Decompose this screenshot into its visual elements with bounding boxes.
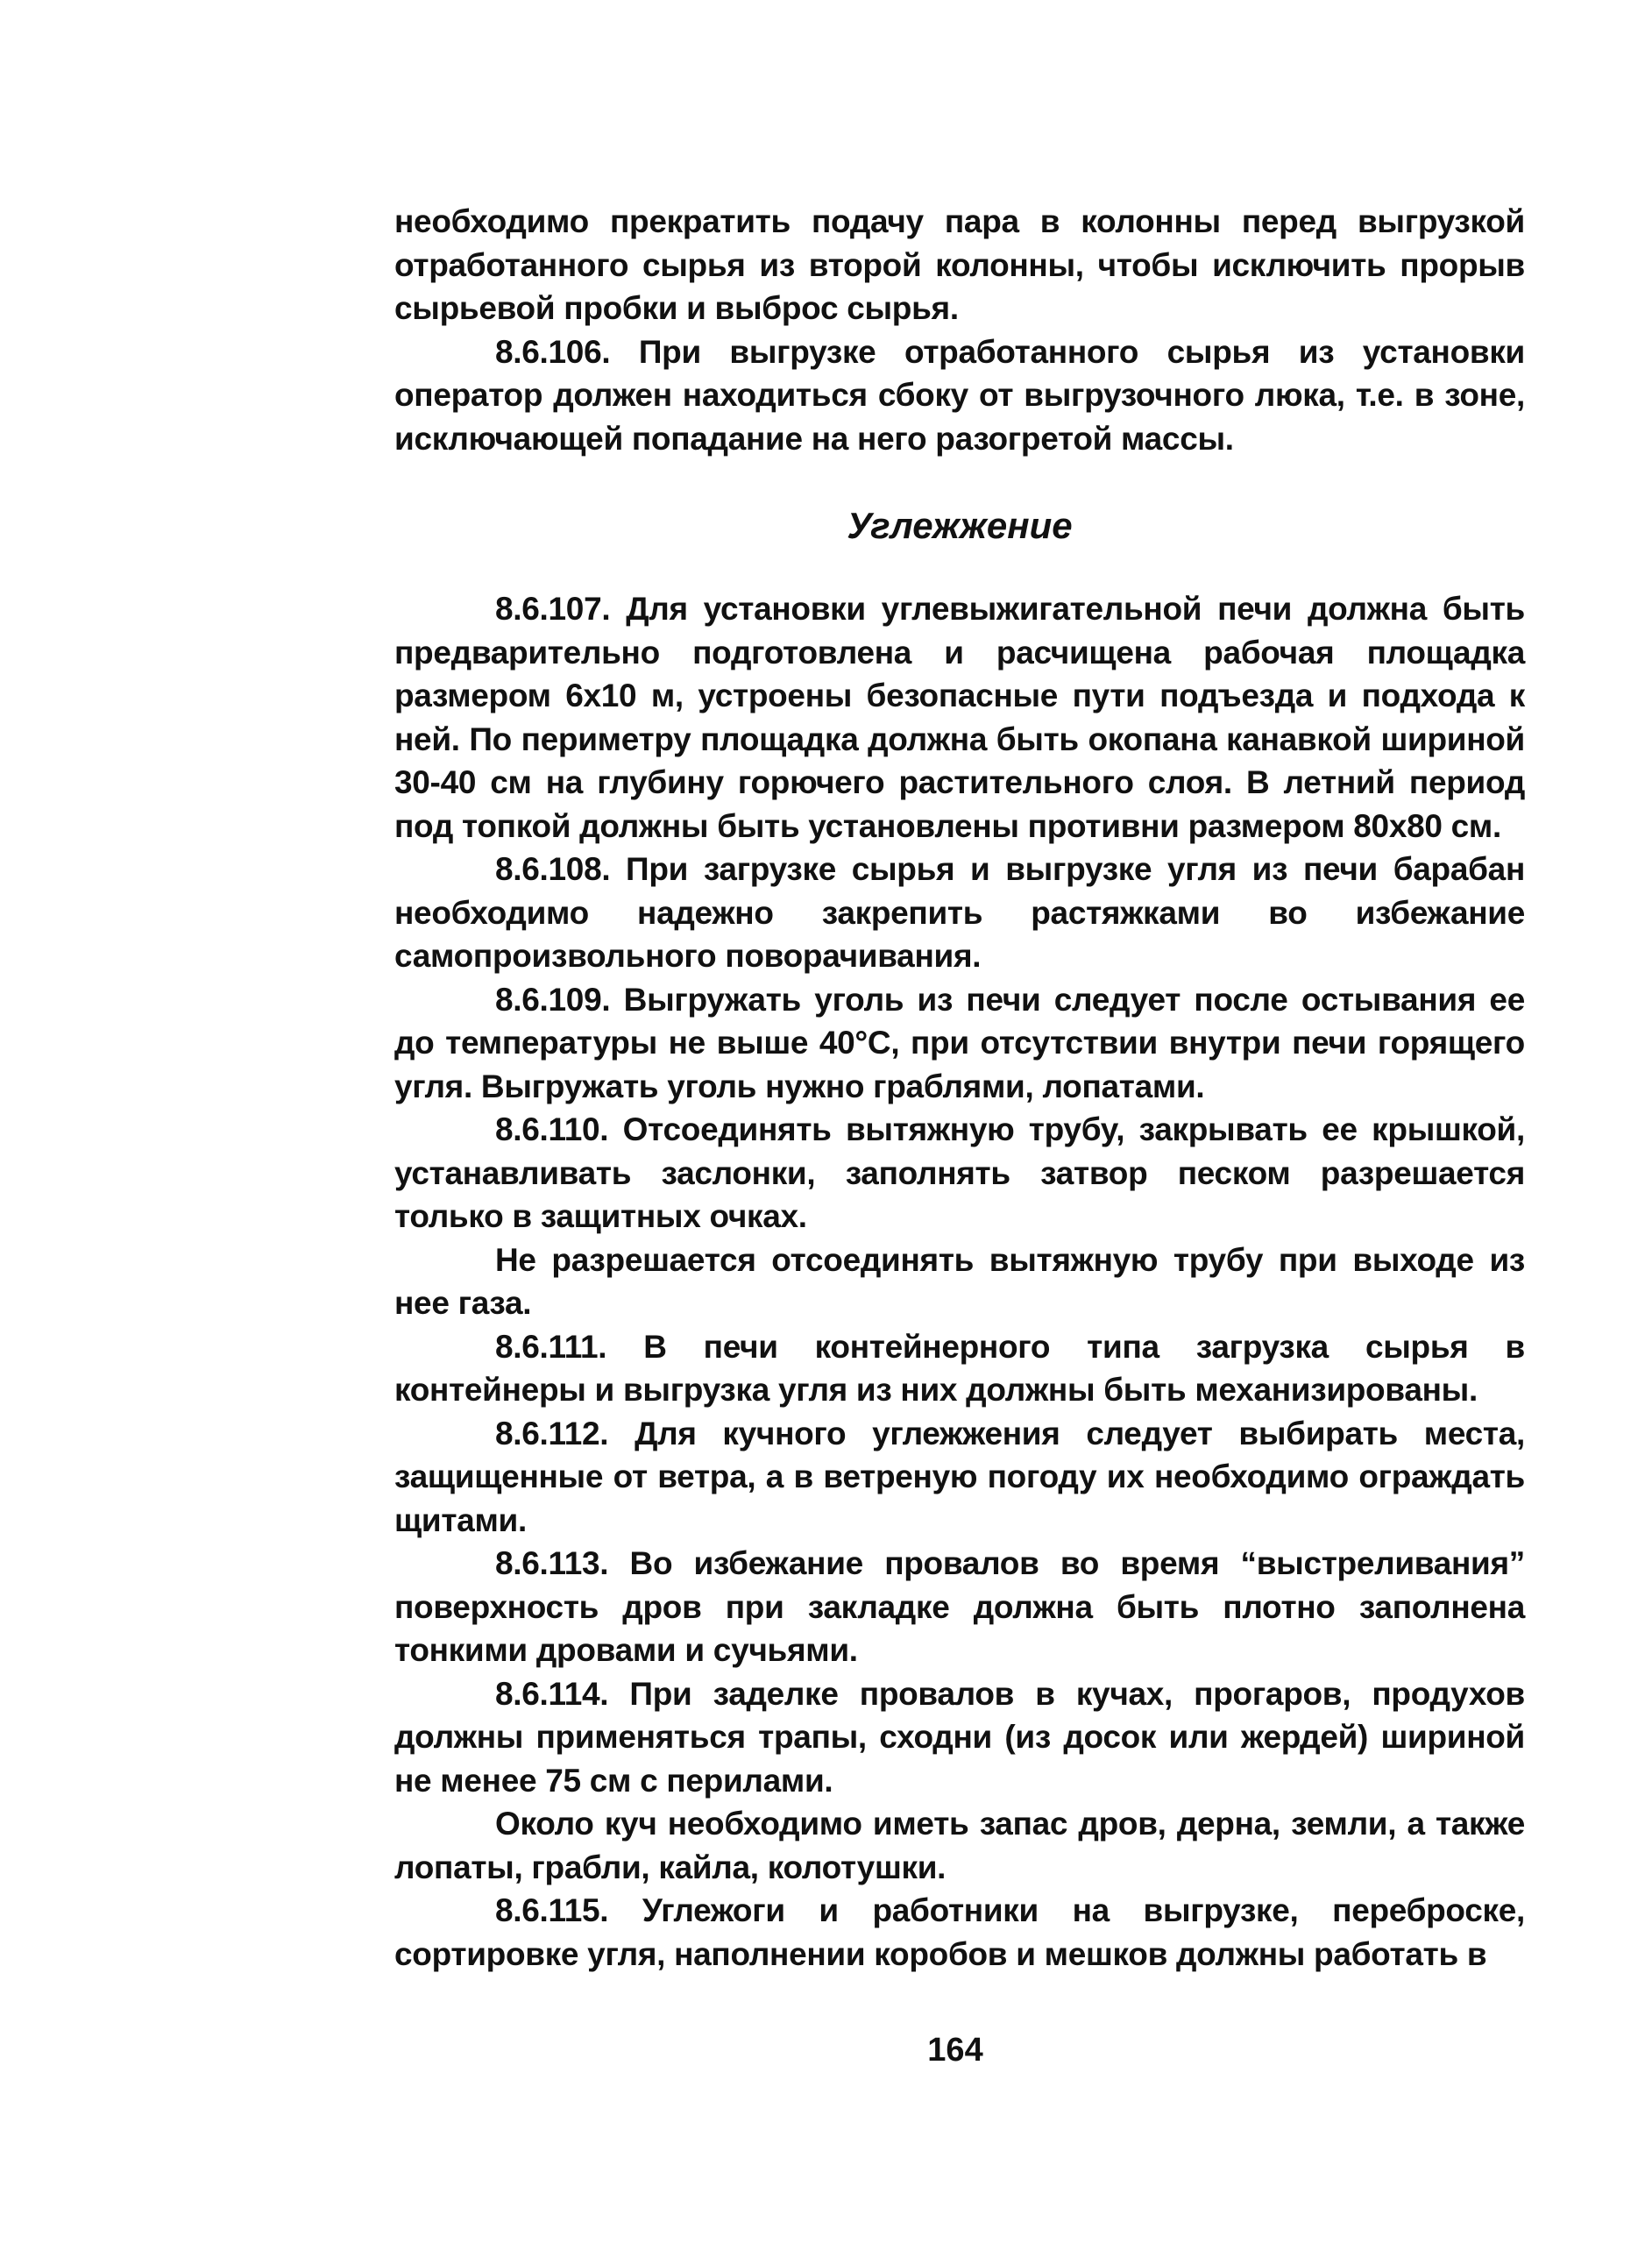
section-title: Углежжение <box>847 505 1073 546</box>
paragraph-8-6-108: 8.6.108. При загрузке сырья и выгрузке угля из печи барабан необходимо надежно закрепить растяжками во избежание самопроизвольного поворачивания. <box>394 851 1525 974</box>
main-text-block <box>394 587 1525 1976</box>
paragraph-8-6-109: 8.6.109. Выгружать уголь из печи следует после остывания ее до температуры не выше 40°С, при отсутствии внутри печи горящего угля. Выгружать уголь нужно граблями, лопатами. <box>394 981 1525 1104</box>
paragraph-8-6-114-note: Около куч необходимо иметь запас дров, дерна, земли, а также лопаты, грабли, кайла, колотушки. <box>394 1806 1525 1885</box>
paragraph-continuation: необходимо прекратить подачу пара в колонны перед выгрузкой отработанного сырья из второй колонны, чтобы исключить прорыв сырьевой пробки и выброс сырья. <box>394 203 1525 326</box>
paragraph-8-6-107: 8.6.107. Для установки углевыжигательной печи должна быть предварительно подготовлена и расчищена рабочая площадка размером 6х10 м, устроены безопасные пути подъезда и подхода к ней. По периметру площадка должна быть окопана канавкой шириной 30-40 см на глубину горючего растительного слоя. В летний период под топкой должны быть установлены противни размером 80х80 см. <box>394 591 1525 844</box>
paragraph-8-6-114: 8.6.114. При заделке провалов в кучах, прогаров, продухов должны применяться трапы, сходни (из досок или жердей) шириной не менее 75 см с перилами. <box>394 1675 1525 1799</box>
paragraph-8-6-115: 8.6.115. Углежоги и работники на выгрузке, переброске, сортировке угля, наполнении коробов и мешков должны работать в <box>394 1892 1525 1972</box>
paragraph-8-6-110: 8.6.110. Отсоединять вытяжную трубу, закрывать ее крышкой, устанавливать заслонки, заполнять затвор песком разрешается только в защитных очках. <box>394 1111 1525 1234</box>
paragraph-8-6-111: 8.6.111. В печи контейнерного типа загрузка сырья в контейнеры и выгрузка угля из них должны быть механизированы. <box>394 1328 1525 1408</box>
paragraph-8-6-113: 8.6.113. Во избежание провалов во время “выстреливания” поверхность дров при закладке должна быть плотно заполнена тонкими дровами и сучьями. <box>394 1545 1525 1668</box>
paragraph-8-6-110-note: Не разрешается отсоединять вытяжную трубу при выходе из нее газа. <box>394 1241 1525 1321</box>
page-number: 164 <box>927 2032 983 2069</box>
paragraph-8-6-106: 8.6.106. При выгрузке отработанного сырья из установки оператор должен находиться сбоку от выгрузочного люка, т.е. в зоне, исключающей попадание на него разогретой массы. <box>394 333 1525 457</box>
top-text-block <box>394 200 1525 460</box>
paragraph-8-6-112: 8.6.112. Для кучного углежжения следует выбирать места, защищенные от ветра, а в ветреную погоду их необходимо ограждать щитами. <box>394 1415 1525 1538</box>
